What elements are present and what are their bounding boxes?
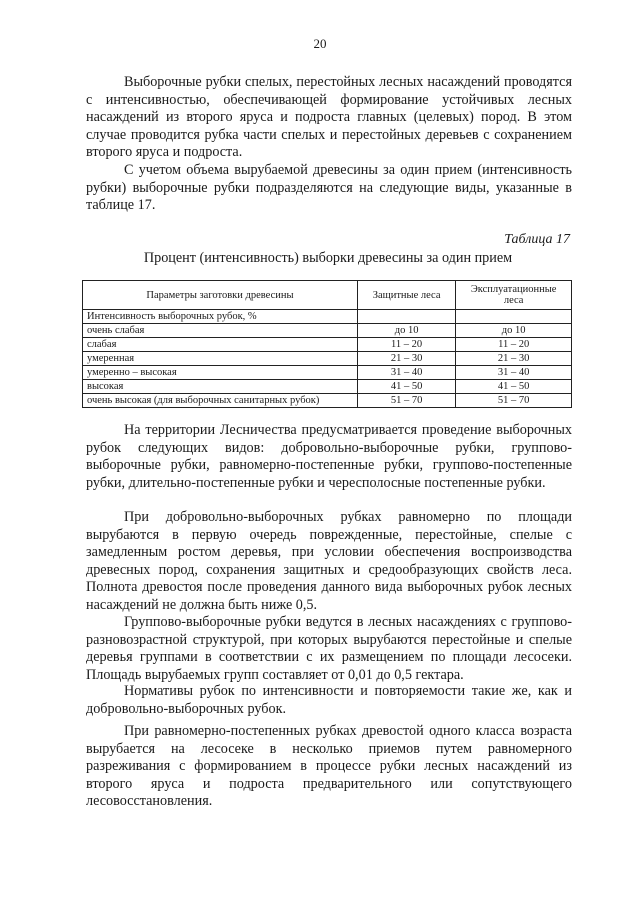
- table-cell-exploitation: 21 – 30: [456, 352, 572, 366]
- table-cell-protective: 11 – 20: [357, 338, 455, 352]
- table-section-row: [83, 310, 572, 324]
- table-cell: [456, 310, 572, 324]
- paragraph-text: При равномерно-постепенных рубках древостой одного класса возраста вырубается на лесосеке в несколько приемов путем равномерного разреживания с формированием в процессе рубки лесных насаждений из второго яруса и подроста предварительного или сопутствующего лесовосстановления.: [86, 723, 572, 810]
- header-param: Параметры заготовки древесины: [83, 281, 358, 310]
- table-cell-exploitation: 51 – 70: [456, 394, 572, 408]
- paragraph-selective-cuttings: [86, 74, 572, 162]
- table-cell-protective: до 10: [357, 324, 455, 338]
- header-protective: Защитные леса: [357, 281, 455, 310]
- paragraph-text: На территории Лесничества предусматривается проведение выборочных рубок следующих видов: добровольно-выборочные рубки, группово-выборочные рубки, равномерно-постепенные рубки, группово-постепенные рубки, длительно-постепенные рубки и чересполосные постепенные рубки.: [86, 422, 572, 491]
- paragraph-text: С учетом объема вырубаемой древесины за один прием (интенсивность рубки) выборочные рубки подразделяются на следующие виды, указанные в таблице 17.: [86, 162, 572, 214]
- section-label: Интенсивность выборочных рубок, %: [83, 310, 358, 324]
- table-row: [83, 352, 572, 366]
- table-label: Таблица 17: [504, 232, 570, 247]
- table-cell-exploitation: до 10: [456, 324, 572, 338]
- table-cell-param: слабая: [83, 338, 358, 352]
- paragraph-voluntary-selective: [86, 509, 572, 615]
- paragraph-norms: [86, 683, 572, 718]
- table-header-row: [83, 281, 572, 310]
- paragraph-text: Группово-выборочные рубки ведутся в лесных насаждениях с группово-разновозрастной структурой, при которых вырубаются перестойные и спелые деревья группами в соответствии с их размещением по площади лесосеки. Площадь вырубаемых групп составляет от 0,01 до 0,5 гектара.: [86, 614, 572, 683]
- table-cell-param: очень высокая (для выборочных санитарных рубок): [83, 394, 358, 408]
- table-row: [83, 366, 572, 380]
- table-cell: [357, 310, 455, 324]
- table-cell-param: очень слабая: [83, 324, 358, 338]
- table-cell-param: умеренно – высокая: [83, 366, 358, 380]
- table-cell-exploitation: 11 – 20: [456, 338, 572, 352]
- paragraph-uniform-gradual: [86, 723, 572, 811]
- table-row: [83, 380, 572, 394]
- table-row: [83, 394, 572, 408]
- paragraph-intensity-types: [86, 162, 572, 215]
- table-row: [83, 324, 572, 338]
- table-cell-protective: 31 – 40: [357, 366, 455, 380]
- intensity-table: [82, 280, 572, 408]
- page-number: 20: [313, 36, 327, 51]
- table-cell-protective: 41 – 50: [357, 380, 455, 394]
- table-cell-protective: 21 – 30: [357, 352, 455, 366]
- table-cell-protective: 51 – 70: [357, 394, 455, 408]
- paragraph-cutting-kinds: [86, 422, 572, 492]
- paragraph-group-selective: [86, 614, 572, 684]
- table-cell-param: умеренная: [83, 352, 358, 366]
- paragraph-text: При добровольно-выборочных рубках равномерно по площади вырубаются в первую очередь поврежденные, перестойные, спелые с замедленным ростом деревья, при условии обеспечения воспроизводства древесных пород, сохранения защитных и средообразующих свойств леса. Полнота древостоя после проведения данного вида выборочных рубок лесных насаждений не должна быть ниже 0,5.: [86, 509, 572, 613]
- table-row: [83, 338, 572, 352]
- table-cell-param: высокая: [83, 380, 358, 394]
- table-cell-exploitation: 31 – 40: [456, 366, 572, 380]
- table-caption: Процент (интенсивность) выборки древесины за один прием: [143, 250, 513, 266]
- paragraph-text: Нормативы рубок по интенсивности и повторяемости такие же, как и добровольно-выборочных рубок.: [86, 683, 572, 717]
- table-cell-exploitation: 41 – 50: [456, 380, 572, 394]
- paragraph-text: Выборочные рубки спелых, перестойных лесных насаждений проводятся с интенсивностью, обеспечивающей формирование устойчивых лесных насаждений из второго яруса и подроста главных (целевых) пород. В этом случае проводится рубка части спелых и перестойных деревьев с сохранением второго яруса и подроста.: [86, 74, 572, 161]
- header-exploitation: Эксплуатационные леса: [456, 281, 572, 310]
